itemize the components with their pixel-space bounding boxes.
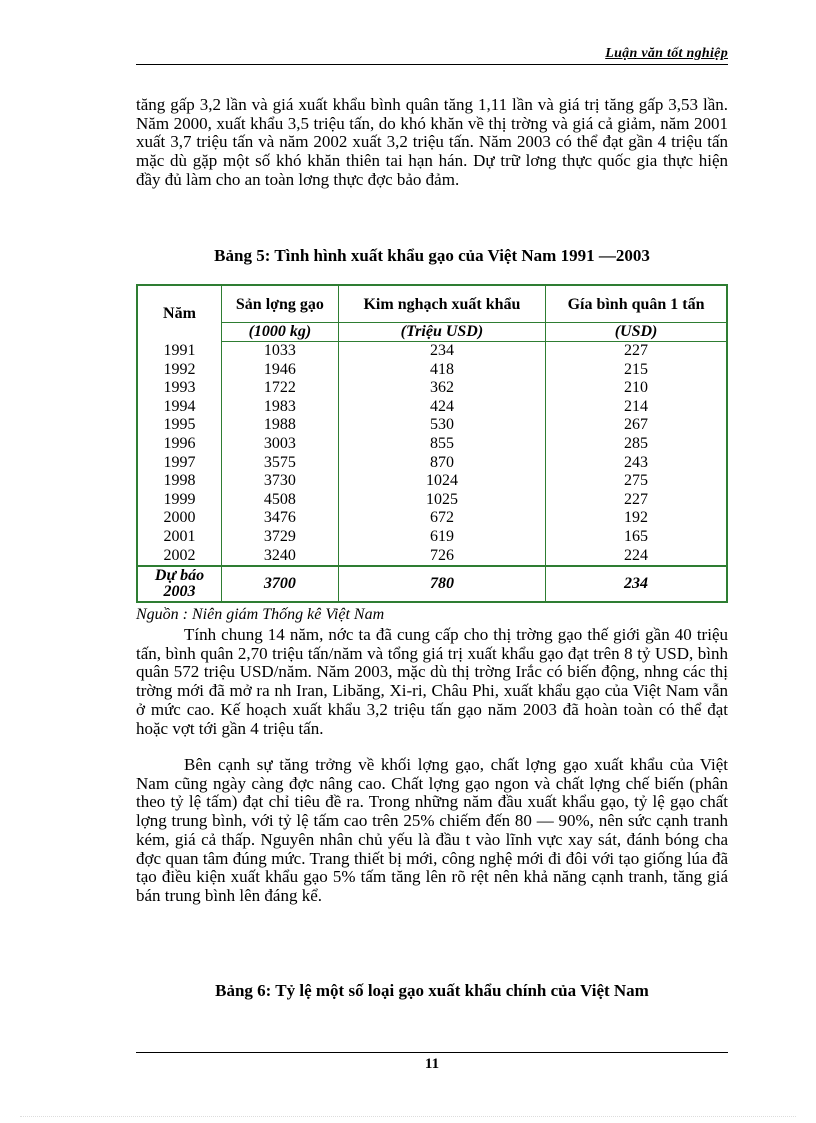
cell-price: 165 (546, 528, 726, 547)
cell-year: 1994 (163, 397, 196, 415)
cell-price: 227 (546, 491, 726, 510)
table-row (138, 547, 726, 567)
cell-year: 1991 (163, 341, 196, 359)
table-row (138, 509, 726, 528)
cell-turnover: 855 (338, 435, 545, 454)
cell-year: 1993 (163, 379, 196, 397)
col-header-year: Năm (163, 305, 196, 323)
cell-year: 1995 (163, 416, 196, 434)
cell-year: 2001 (163, 527, 196, 545)
unit-price: (USD) (546, 323, 726, 342)
cell-turnover: 234 (338, 342, 545, 361)
cell-year: 1998 (163, 472, 196, 490)
cell-volume: 1988 (222, 416, 339, 435)
cell-volume: 1946 (222, 361, 339, 380)
table5-body (138, 342, 726, 567)
cell-price: 285 (546, 435, 726, 454)
table-row (138, 379, 726, 398)
unit-turnover: (Triệu USD) (338, 323, 545, 342)
table6-caption: Bảng 6: Tỷ lệ một số loại gạo xuất khẩu chính của Việt Nam (215, 981, 649, 1000)
forecast-volume: 3700 (222, 566, 339, 601)
page-edge-divider (20, 1116, 796, 1117)
col-header-turnover: Kim nghạch xuất khẩu (338, 286, 545, 323)
cell-volume: 3003 (222, 435, 339, 454)
cell-volume: 3729 (222, 528, 339, 547)
cell-price: 214 (546, 398, 726, 417)
cell-volume: 3575 (222, 454, 339, 473)
unit-volume: (1000 kg) (222, 323, 339, 342)
table-row (138, 528, 726, 547)
cell-turnover: 1025 (338, 491, 545, 510)
page-header (136, 44, 728, 65)
table-row (138, 398, 726, 417)
cell-turnover: 726 (338, 547, 545, 567)
forecast-label: Dự báo 2003 (138, 566, 222, 601)
cell-turnover: 672 (338, 509, 545, 528)
body-paragraph-1: Tính chung 14 năm, nớc ta đã cung cấp cho thị trờng gạo thế giới gần 40 triệu tấn, bình quân 2,70 triệu tấn/năm và tổng giá trị xuất khẩu gạo đạt trên 8 tỷ USD, bình quân 572 triệu USD/năm. Năm 2003, mặc dù thị trờng Irắc có biến động, nhng các thị trờng mới đã mở ra nh Iran, Libăng, Xi-ri, Châu Phi, xuất khẩu gạo của Việt Nam vẫn ở mức cao. Kế hoạch xuất khẩu 3,2 triệu tấn gạo năm 2003 đã hoàn toàn có thể đạt hoặc vợt tới gần 4 triệu tấn. (136, 625, 728, 738)
intro-paragraph: tăng gấp 3,2 lần và giá xuất khẩu bình quân tăng 1,11 lần và giá trị tăng gấp 3,53 lần. Năm 2000, xuất khẩu 3,5 triệu tấn, do khó khăn về thị trờng và giá cả giảm, năm 2001 xuất 3,7 triệu tấn và năm 2002 xuất 3,2 triệu tấn. Năm 2003 có thể đạt gần 4 triệu tấn mặc dù gặp một số khó khăn thiên tai hạn hán. Dự trữ lơng thực quốc gia thực hiện đầy đủ làm cho an toàn lơng thực đợc bảo đảm. (136, 95, 728, 189)
cell-year: 2000 (163, 509, 196, 527)
cell-volume: 1033 (222, 342, 339, 361)
cell-price: 227 (546, 342, 726, 361)
table5-source: Nguồn : Niên giám Thống kê Việt Nam (136, 606, 385, 623)
cell-price: 215 (546, 361, 726, 380)
cell-turnover: 870 (338, 454, 545, 473)
cell-turnover: 619 (338, 528, 545, 547)
cell-price: 243 (546, 454, 726, 473)
cell-volume: 1983 (222, 398, 339, 417)
page-footer (136, 1052, 728, 1073)
cell-price: 192 (546, 509, 726, 528)
cell-turnover: 424 (338, 398, 545, 417)
table-row (138, 472, 726, 491)
table-row (138, 454, 726, 473)
cell-turnover: 530 (338, 416, 545, 435)
col-header-volume: Sản lợng gạo (222, 286, 339, 323)
cell-price: 275 (546, 472, 726, 491)
page-number: 11 (424, 1056, 440, 1072)
thesis-header-title: Luận văn tốt nghiệp (605, 46, 728, 61)
cell-price: 210 (546, 379, 726, 398)
cell-year: 1999 (163, 490, 196, 508)
cell-price: 224 (546, 547, 726, 567)
forecast-price: 234 (546, 566, 726, 601)
cell-price: 267 (546, 416, 726, 435)
rice-export-table (136, 284, 728, 603)
cell-year: 1996 (163, 434, 196, 452)
body-paragraph-2: Bên cạnh sự tăng trởng về khối lợng gạo, chất lợng gạo xuất khẩu của Việt Nam cũng ngày càng đợc nâng cao. Chất lợng gạo ngon và chất lợng chế biến (phân theo tỷ lệ tấm) đạt chỉ tiêu đề ra. Trong những năm đầu xuất khẩu gạo, tỷ lệ gạo chất lợng trung bình, với tỷ lệ tấm cao trên 25% chiếm đến 80 — 90%, nên sức cạnh tranh kém, giá cả thấp. Nguyên nhân chủ yếu là đầu t vào lĩnh vực xay sát, đánh bóng cha đợc quan tâm đúng mức. Trang thiết bị mới, công nghệ mới đi đôi với tạo giống lúa đã tạo điều kiện xuất khẩu gạo 5% tấm tăng lên rõ rệt nên khả năng cạnh tranh, tăng giá bán trung bình lên đáng kể. (136, 755, 728, 905)
table-row (138, 361, 726, 380)
forecast-row (138, 566, 726, 601)
cell-year: 2002 (163, 546, 196, 564)
col-header-price: Gía bình quân 1 tấn (546, 286, 726, 323)
cell-volume: 3240 (222, 547, 339, 567)
cell-turnover: 1024 (338, 472, 545, 491)
table-row (138, 435, 726, 454)
table-row (138, 342, 726, 361)
cell-year: 1997 (163, 453, 196, 471)
cell-volume: 1722 (222, 379, 339, 398)
cell-volume: 3476 (222, 509, 339, 528)
cell-volume: 4508 (222, 491, 339, 510)
forecast-turnover: 780 (338, 566, 545, 601)
table5-caption: Bảng 5: Tình hình xuất khẩu gạo của Việt Nam 1991 —2003 (214, 246, 650, 265)
cell-turnover: 362 (338, 379, 545, 398)
cell-turnover: 418 (338, 361, 545, 380)
table-row (138, 416, 726, 435)
cell-year: 1992 (163, 360, 196, 378)
table-row (138, 491, 726, 510)
cell-volume: 3730 (222, 472, 339, 491)
